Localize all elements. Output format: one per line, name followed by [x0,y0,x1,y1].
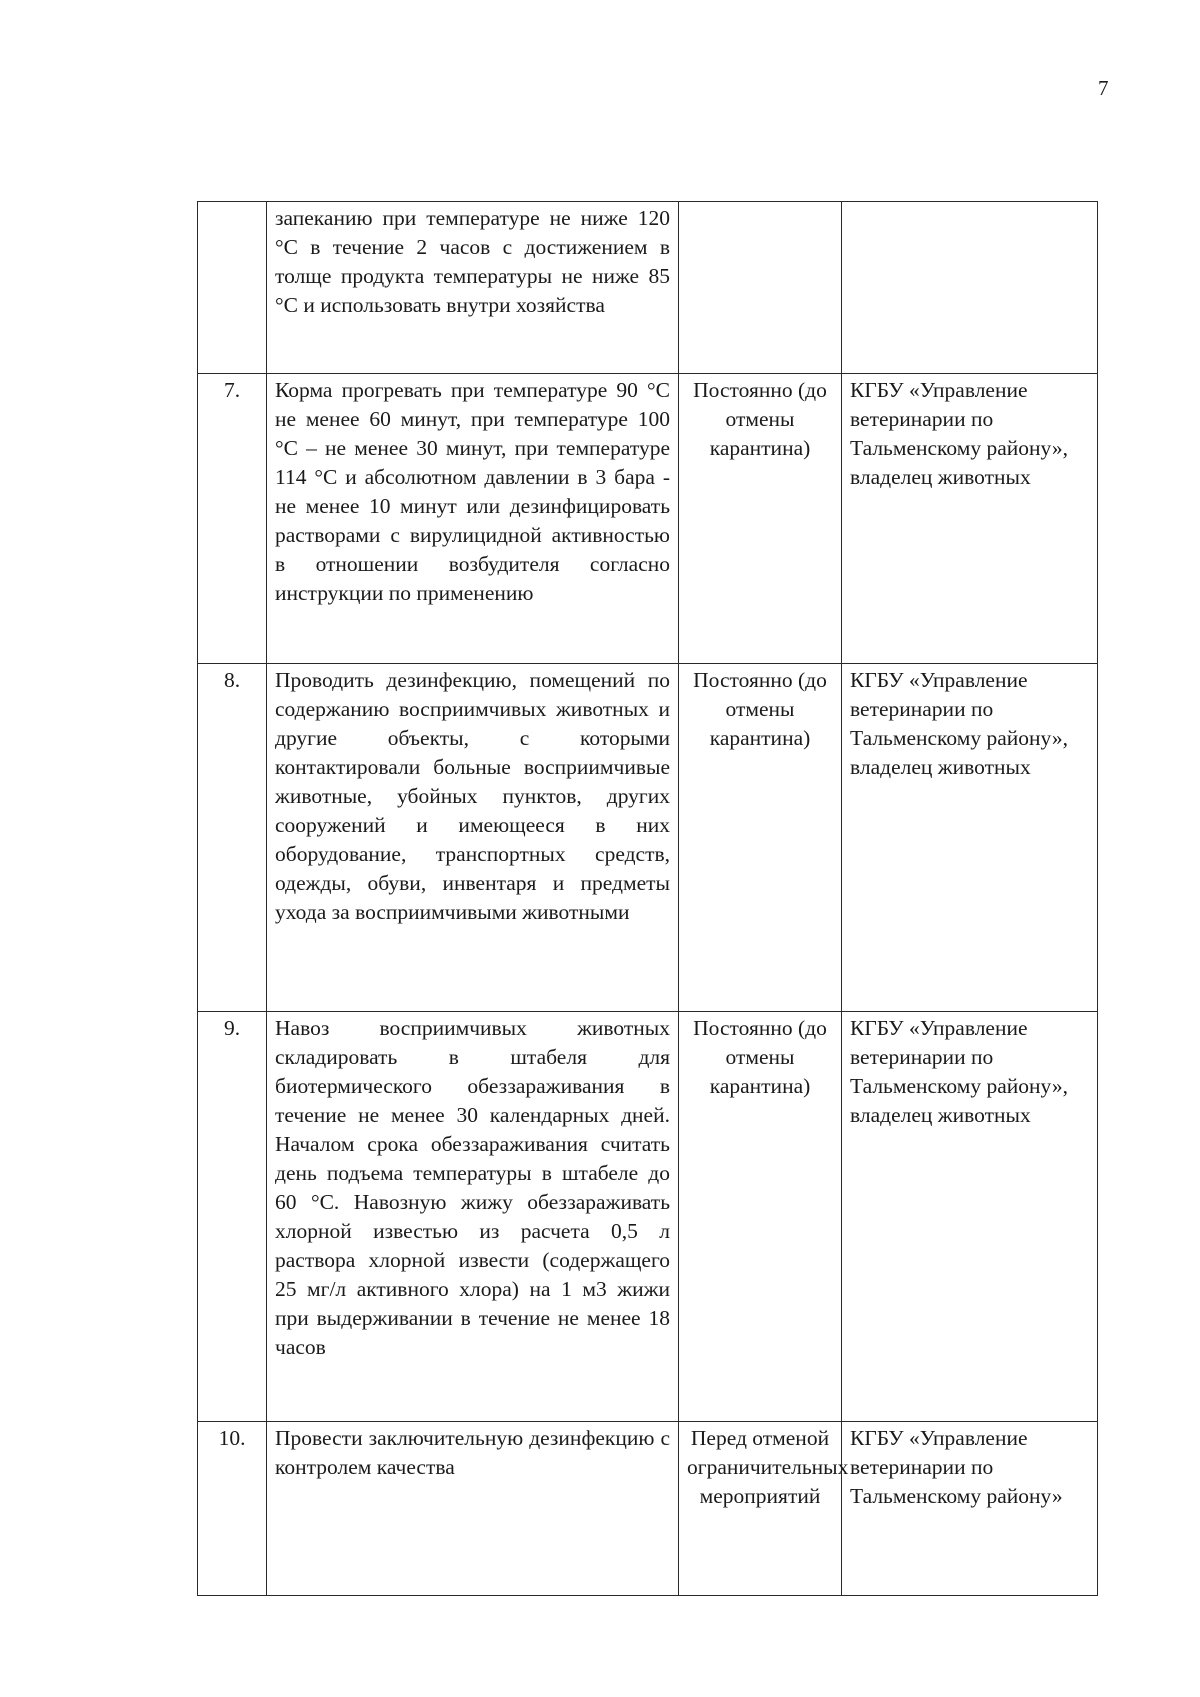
table-row [198,664,1098,1012]
measures-table [197,201,1098,1596]
row-responsible: КГБУ «Управление ветеринарии по Тальменскому району», владелец животных [842,1012,1098,1422]
table-row [198,1422,1098,1596]
table-row [198,202,1098,374]
row-number: 10. [198,1422,267,1596]
row-term: Перед отменой ограничительных мероприятий [679,1422,842,1596]
row-responsible: КГБУ «Управление ветеринарии по Тальменскому району», владелец животных [842,664,1098,1012]
table-row [198,1012,1098,1422]
row-term: Постоянно (до отмены карантина) [679,374,842,664]
row-action: запеканию при температуре не ниже 120 °С в течение 2 часов с достижением в толще продукта температуры не ниже 85 °С и использовать внутри хозяйства [267,202,679,374]
row-action: Корма прогревать при температуре 90 °С не менее 60 минут, при температуре 100 °С – не менее 30 минут, при температуре 114 °С и абсолютном давлении в 3 бара - не менее 10 минут или дезинфицировать растворами с вирулицидной активностью в отношении возбудителя согласно инструкции по применению [267,374,679,664]
row-number [198,202,267,374]
row-term [679,202,842,374]
row-action: Провести заключительную дезинфекцию с контролем качества [267,1422,679,1596]
row-number: 8. [198,664,267,1012]
row-responsible: КГБУ «Управление ветеринарии по Тальменскому району», владелец животных [842,374,1098,664]
page-number: 7 [1098,76,1109,100]
row-term: Постоянно (до отмены карантина) [679,1012,842,1422]
row-responsible: КГБУ «Управление ветеринарии по Тальменскому району» [842,1422,1098,1596]
row-number: 9. [198,1012,267,1422]
table-row [198,374,1098,664]
row-action: Навоз восприимчивых животных складировать в штабеля для биотермического обеззараживания в течение не менее 30 календарных дней. Началом срока обеззараживания считать день подъема температуры в штабеле до 60 °С. Навозную жижу обеззараживать хлорной известью из расчета 0,5 л раствора хлорной извести (содержащего 25 мг/л активного хлора) на 1 м3 жижи при выдерживании в течение не менее 18 часов [267,1012,679,1422]
row-action: Проводить дезинфекцию, помещений по содержанию восприимчивых животных и другие объекты, с которыми контактировали больные восприимчивые животные, убойных пунктов, других сооружений и имеющееся в них оборудование, транспортных средств, одежды, обуви, инвентаря и предметы ухода за восприимчивыми животными [267,664,679,1012]
row-responsible [842,202,1098,374]
row-term: Постоянно (до отмены карантина) [679,664,842,1012]
row-number: 7. [198,374,267,664]
